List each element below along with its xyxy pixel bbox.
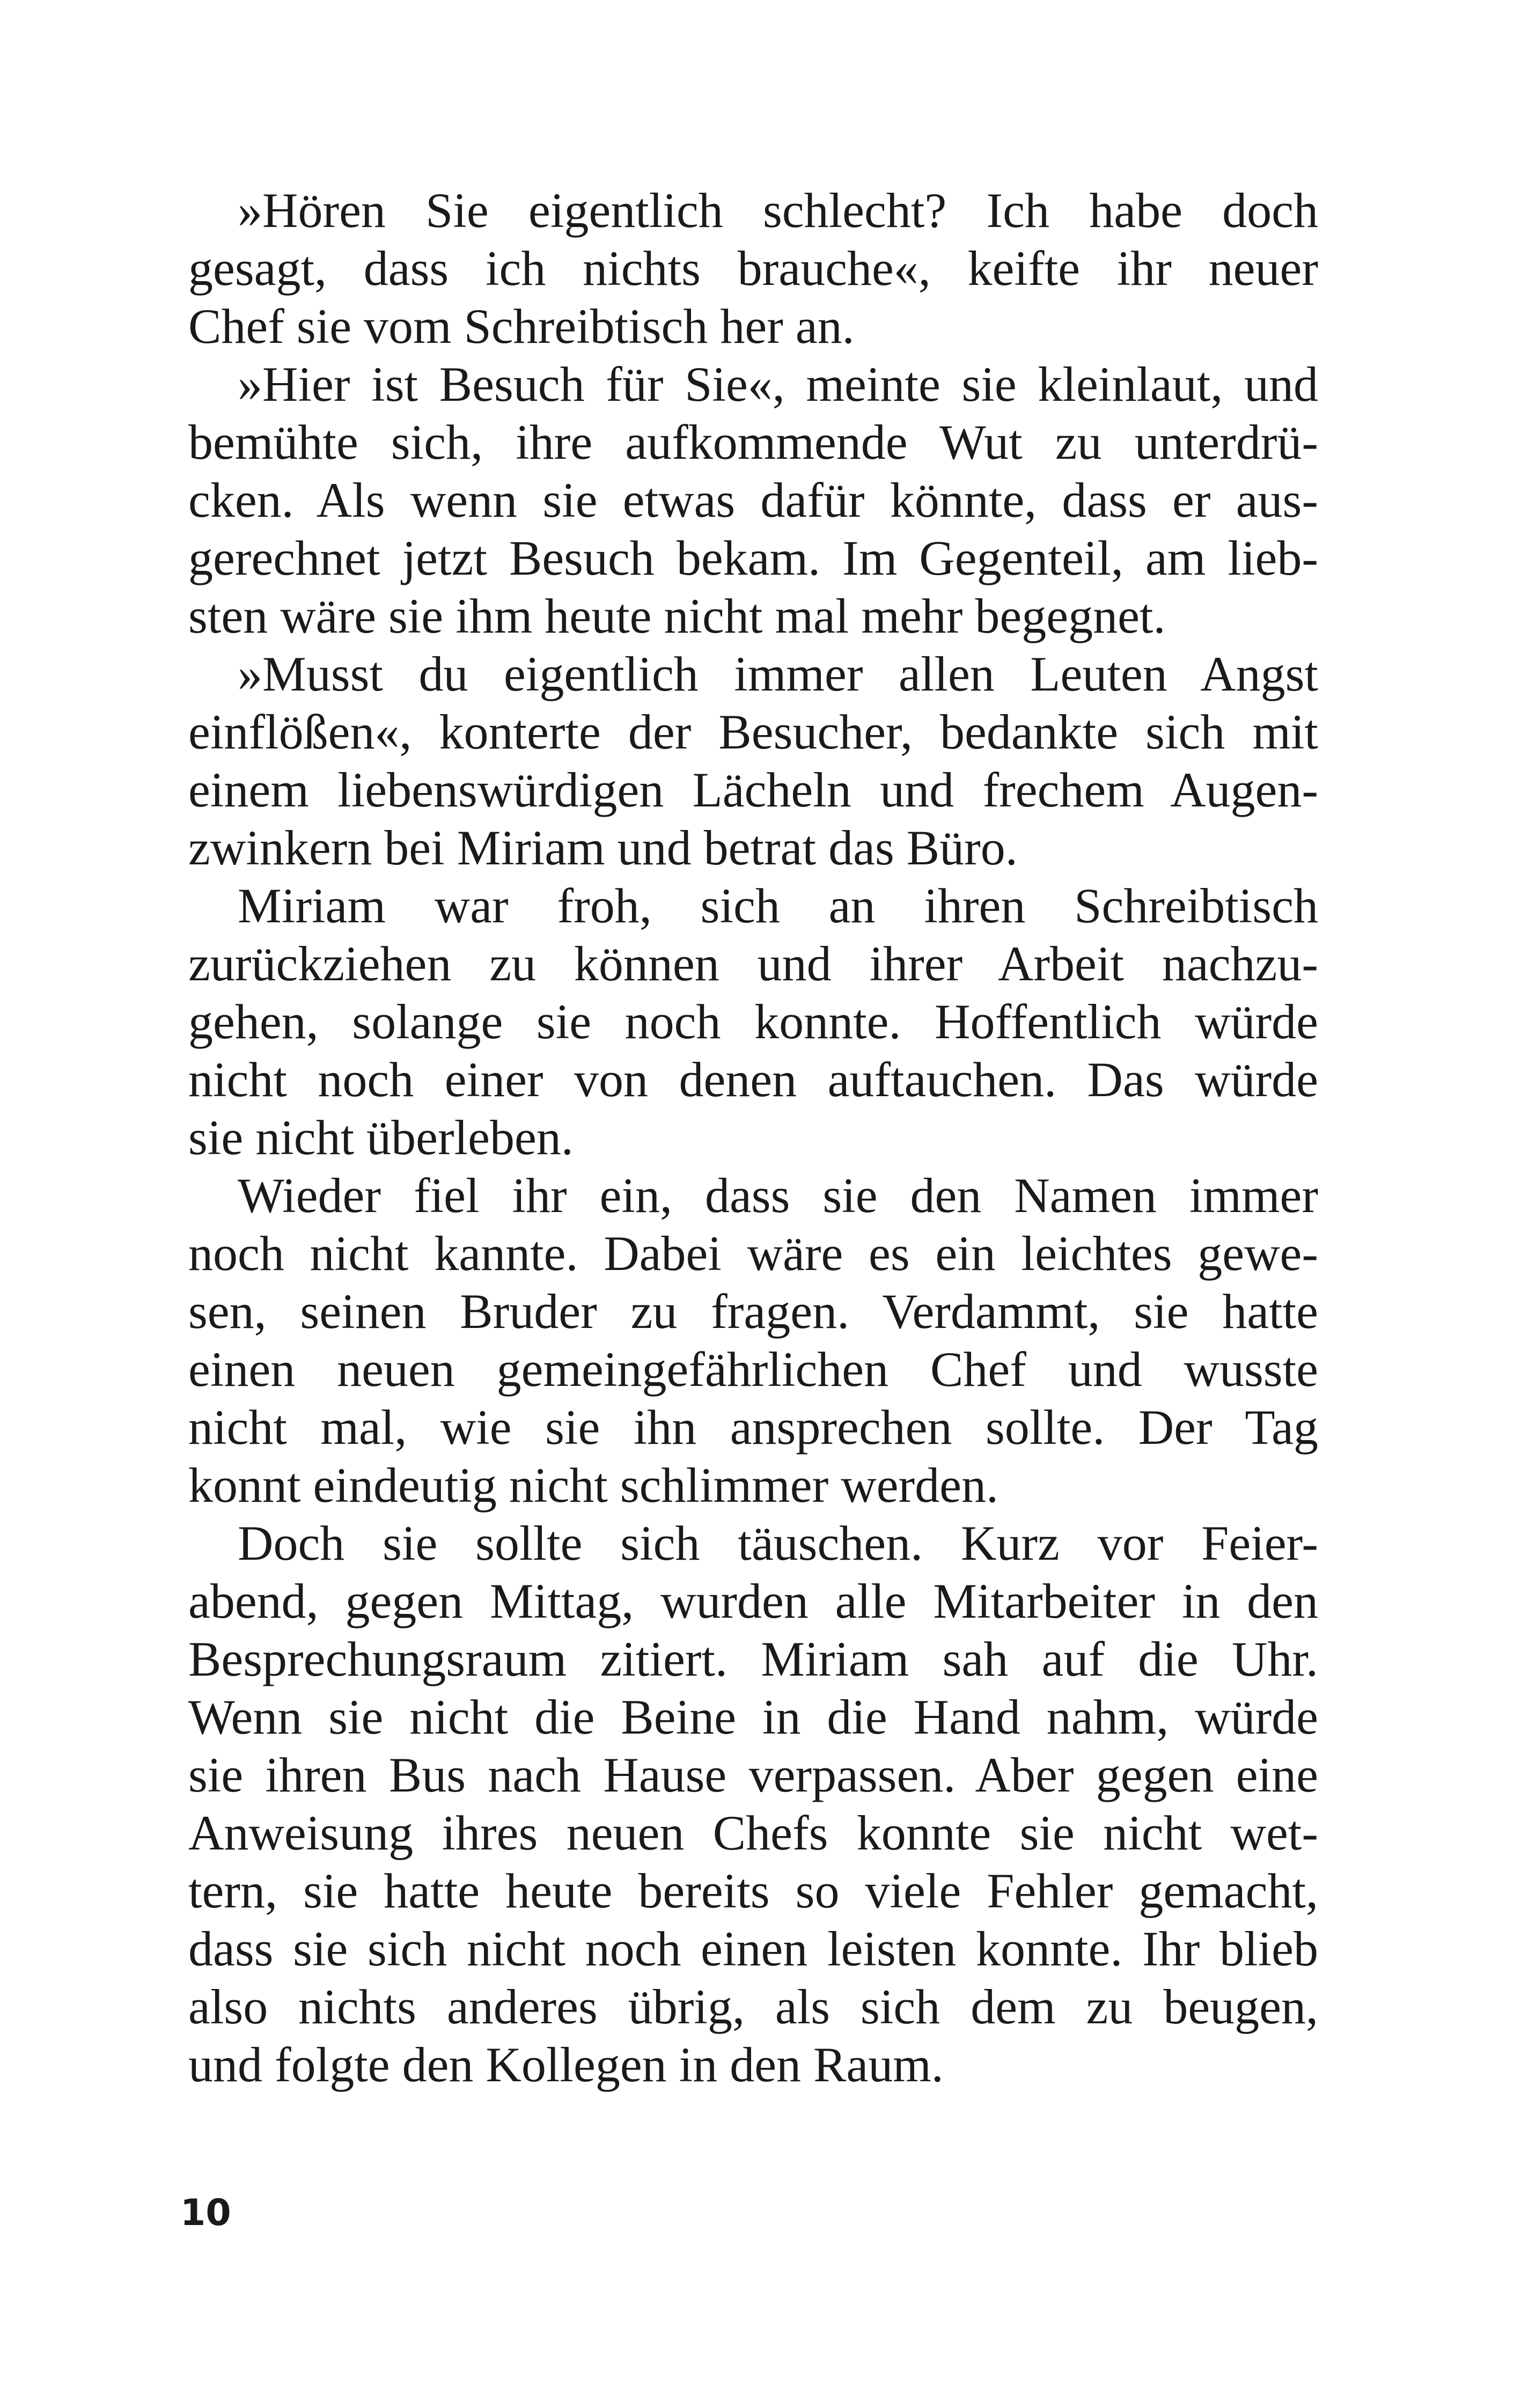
text-line: Wenn sie nicht die Beine in die Hand nahm, würde: [188, 1690, 1318, 1744]
text-line: sie ihren Bus nach Hause verpassen. Aber gegen eine: [188, 1748, 1318, 1802]
text-line: zurückziehen zu können und ihrer Arbeit nachzu-: [188, 936, 1318, 991]
text-line: Besprechungsraum zitiert. Miriam sah auf die Uhr.: [188, 1632, 1318, 1686]
text-line: sen, seinen Bruder zu fragen. Verdammt, sie hatte: [188, 1284, 1318, 1339]
text-line: nicht mal, wie sie ihn ansprechen sollte. Der Tag: [188, 1400, 1318, 1455]
text-line: also nichts anderes übrig, als sich dem zu beugen,: [188, 1979, 1318, 2034]
text-line: »Musst du eigentlich immer allen Leuten Angst: [238, 647, 1318, 701]
text-line: konnt eindeutig nicht schlimmer werden.: [188, 1458, 998, 1513]
text-line: abend, gegen Mittag, wurden alle Mitarbeiter in den: [188, 1574, 1318, 1628]
text-line: sten wäre sie ihm heute nicht mal mehr begegnet.: [188, 589, 1166, 643]
text-line: Wieder fiel ihr ein, dass sie den Namen immer: [238, 1168, 1318, 1223]
page-number: 10: [180, 2192, 231, 2234]
text-line: Doch sie sollte sich täuschen. Kurz vor Feier-: [238, 1516, 1318, 1570]
text-line: nicht noch einer von denen auftauchen. Das würde: [188, 1052, 1318, 1107]
text-line: gerechnet jetzt Besuch bekam. Im Gegenteil, am lieb-: [188, 531, 1318, 585]
text-line: einen neuen gemeingefährlichen Chef und wusste: [188, 1342, 1318, 1397]
text-line: dass sie sich nicht noch einen leisten konnte. Ihr blieb: [188, 1921, 1318, 1976]
text-line: »Hören Sie eigentlich schlecht? Ich habe doch: [238, 183, 1318, 238]
text-line: »Hier ist Besuch für Sie«, meinte sie kleinlaut, und: [238, 357, 1318, 412]
text-line: Chef sie vom Schreibtisch her an.: [188, 299, 855, 354]
text-line: tern, sie hatte heute bereits so viele Fehler gemacht,: [188, 1863, 1318, 1918]
text-line: sie nicht überleben.: [188, 1110, 574, 1165]
text-line: cken. Als wenn sie etwas dafür könnte, dass er aus-: [188, 473, 1318, 527]
text-line: einflößen«, konterte der Besucher, bedankte sich mit: [188, 704, 1318, 759]
text-line: Miriam war froh, sich an ihren Schreibtisch: [238, 878, 1318, 933]
body-text: [188, 181, 1318, 2094]
text-line: und folgte den Kollegen in den Raum.: [188, 2037, 944, 2092]
text-line: noch nicht kannte. Dabei wäre es ein leichtes gewe-: [188, 1226, 1318, 1281]
text-line: Anweisung ihres neuen Chefs konnte sie nicht wet-: [188, 1805, 1318, 1860]
text-line: einem liebenswürdigen Lächeln und frechem Augen-: [188, 762, 1318, 817]
text-line: zwinkern bei Miriam und betrat das Büro.: [188, 820, 1018, 875]
text-line: gehen, solange sie noch konnte. Hoffentlich würde: [188, 994, 1318, 1049]
text-line: gesagt, dass ich nichts brauche«, keifte ihr neuer: [188, 241, 1318, 296]
text-line: bemühte sich, ihre aufkommende Wut zu unterdrü-: [188, 415, 1318, 469]
